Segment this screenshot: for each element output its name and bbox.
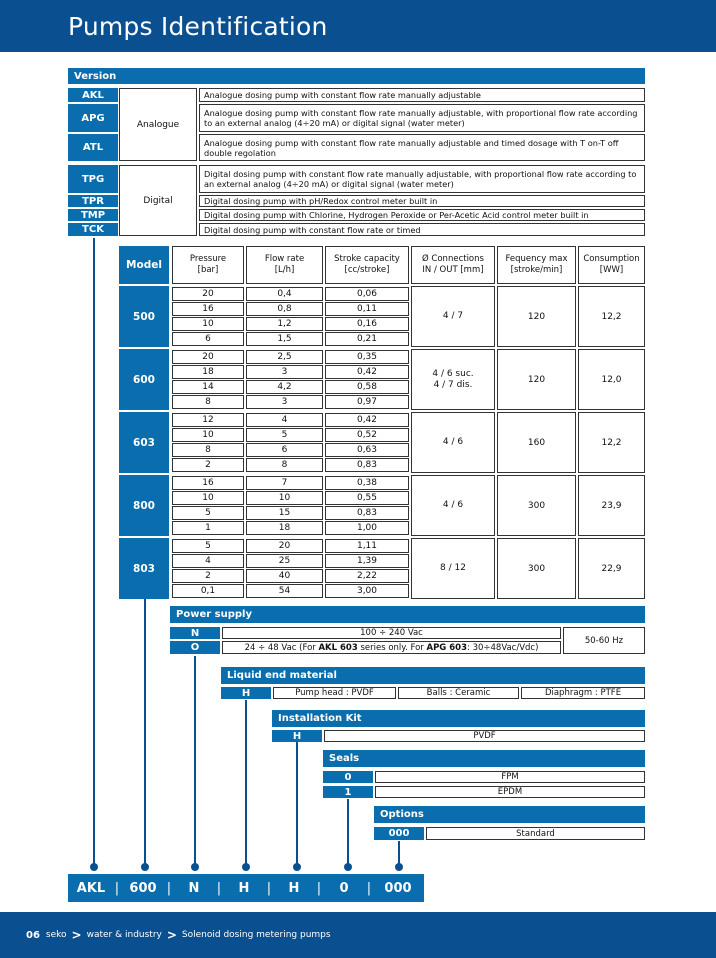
power-desc-o-text-3: series only. For: [357, 642, 427, 653]
version-desc-akl: Analogue dosing pump with constant flow rate manually adjustable: [199, 88, 645, 102]
code-bar-separator: |: [366, 880, 372, 896]
stroke-cell: 0,38: [325, 476, 409, 490]
flow-cell: 4: [246, 413, 323, 427]
flow-cell: 2,5: [246, 350, 323, 364]
flow-cell: 25: [246, 554, 323, 568]
connections-cell: 4 / 7: [411, 286, 495, 347]
pressure-cell: 4: [172, 554, 244, 568]
flow-cell: 40: [246, 569, 323, 583]
liquid-pump-head: Pump head : PVDF: [273, 687, 396, 699]
options-code-000: 000: [374, 827, 424, 840]
pump-code-bar: [68, 874, 424, 902]
connections-cell: 4 / 6 suc. 4 / 7 dis.: [411, 349, 495, 410]
pressure-cell: 8: [172, 443, 244, 457]
frequency-cell: 120: [497, 349, 576, 410]
flow-cell: 5: [246, 428, 323, 442]
pressure-cell: 12: [172, 413, 244, 427]
stroke-cell: 0,11: [325, 302, 409, 316]
power-desc-n: 100 ÷ 240 Vac: [222, 627, 561, 639]
pressure-cell: 5: [172, 506, 244, 520]
kit-desc: PVDF: [324, 730, 645, 742]
flow-cell: 3: [246, 365, 323, 379]
version-group-analogue: Analogue: [119, 88, 197, 161]
frequency-cell: 300: [497, 538, 576, 599]
footer-crumb-1: water & industry: [86, 930, 162, 940]
options-desc: Standard: [426, 827, 645, 840]
power-code-n: N: [170, 627, 220, 639]
flow-cell: 15: [246, 506, 323, 520]
version-desc-tmp: Digital dosing pump with Chlorine, Hydrogen Peroxide or Per-Acetic Acid control meter built in: [199, 209, 645, 221]
page-header: [0, 0, 716, 52]
frequency-header: Fequency max [stroke/min]: [497, 246, 576, 284]
connector-dot: [141, 863, 149, 871]
pressure-cell: 0,1: [172, 584, 244, 598]
frequency-cell: 300: [497, 475, 576, 536]
consumption-cell: 22,9: [578, 538, 645, 599]
consumption-cell: 12,2: [578, 286, 645, 347]
pressure-cell: 14: [172, 380, 244, 394]
connections-cell: 4 / 6: [411, 475, 495, 536]
stroke-cell: 0,58: [325, 380, 409, 394]
version-code-atl: ATL: [68, 134, 118, 161]
kit-code-h: H: [272, 730, 322, 742]
stroke-cell: 0,21: [325, 332, 409, 346]
pressure-cell: 1: [172, 521, 244, 535]
stroke-cell: 0,16: [325, 317, 409, 331]
version-desc-tpr: Digital dosing pump with pH/Redox control meter built in: [199, 195, 645, 207]
code-bar-separator: |: [166, 880, 172, 896]
stroke-cell: 3,00: [325, 584, 409, 598]
version-desc-atl: Analogue dosing pump with constant flow rate manually adjustable and timed dosage with T on-T off double regolation: [199, 134, 645, 161]
connections-cell: 8 / 12: [411, 538, 495, 599]
version-code-apg: APG: [68, 104, 118, 132]
code-bar-version: AKL: [76, 880, 106, 896]
code-bar-separator: |: [216, 880, 222, 896]
seals-desc-1: EPDM: [375, 786, 645, 798]
flow-cell: 0,4: [246, 287, 323, 301]
code-bar-separator: |: [114, 880, 120, 896]
stroke-cell: 0,06: [325, 287, 409, 301]
version-desc-tpg: Digital dosing pump with constant flow rate manually adjustable, with proportional flow rate according to an external analog (4÷20 mA) or digital signal (water meter): [199, 165, 645, 193]
code-bar-separator: |: [316, 880, 322, 896]
stroke-cell: 0,52: [325, 428, 409, 442]
stroke-cell: 1,11: [325, 539, 409, 553]
version-group-digital: Digital: [119, 165, 197, 236]
footer-brand: seko: [45, 930, 67, 940]
connector-line-model: [144, 596, 146, 866]
liquid-balls: Balls : Ceramic: [398, 687, 519, 699]
consumption-cell: 12,2: [578, 412, 645, 473]
flow-cell: 10: [246, 491, 323, 505]
code-bar-seals: 0: [339, 880, 349, 896]
version-code-akl: AKL: [68, 88, 118, 102]
page-title: Pumps Identification: [68, 12, 328, 41]
frequency-cell: 120: [497, 286, 576, 347]
code-bar-power: N: [188, 880, 200, 896]
chevron-right-icon: >: [71, 928, 82, 942]
stroke-cell: 0,63: [325, 443, 409, 457]
version-code-tpg: TPG: [68, 165, 118, 193]
model-code: 603: [119, 412, 169, 473]
pressure-cell: 20: [172, 350, 244, 364]
connector-dot: [395, 863, 403, 871]
power-code-o: O: [170, 641, 220, 654]
stroke-cell: 0,35: [325, 350, 409, 364]
flow-cell: 20: [246, 539, 323, 553]
connector-line-power: [194, 656, 196, 866]
code-bar-liquid: H: [238, 880, 250, 896]
model-code: 500: [119, 286, 169, 347]
version-code-tck: TCK: [68, 223, 118, 236]
pressure-cell: 16: [172, 302, 244, 316]
connector-dot: [293, 863, 301, 871]
stroke-cell: 2,22: [325, 569, 409, 583]
model-code: 600: [119, 349, 169, 410]
power-desc-o: [222, 641, 561, 654]
pressure-cell: 6: [172, 332, 244, 346]
power-frequency: 50-60 Hz: [563, 627, 645, 654]
version-section-title: Version: [68, 68, 645, 84]
connections-cell: 4 / 6: [411, 412, 495, 473]
connector-dot: [191, 863, 199, 871]
footer-crumb-2: Solenoid dosing metering pumps: [181, 930, 331, 940]
connections-header: Ø Connections IN / OUT [mm]: [411, 246, 495, 284]
pressure-cell: 10: [172, 491, 244, 505]
model-code: 803: [119, 538, 169, 599]
stroke-cell: 0,83: [325, 506, 409, 520]
power-desc-o-text-2: AKL 603: [318, 642, 358, 653]
connector-line-version: [93, 238, 95, 866]
connector-line-liquid: [245, 700, 247, 866]
flow-cell: 0,8: [246, 302, 323, 316]
frequency-cell: 160: [497, 412, 576, 473]
stroke-cell: 0,42: [325, 365, 409, 379]
seals-code-1: 1: [323, 786, 373, 798]
flow-cell: 3: [246, 395, 323, 409]
code-bar-options: 000: [384, 880, 412, 896]
pressure-cell: 16: [172, 476, 244, 490]
liquid-section-title: Liquid end material: [221, 667, 645, 684]
seals-desc-0: FPM: [375, 771, 645, 783]
model-code: 800: [119, 475, 169, 536]
liquid-diaphragm: Diaphragm : PTFE: [521, 687, 645, 699]
stroke-cell: 0,55: [325, 491, 409, 505]
version-desc-apg: Analogue dosing pump with constant flow rate manually adjustable, with proportional flow rate according to an external analog (4÷20 mA) or digital signal (water meter): [199, 104, 645, 132]
connector-line-seals: [347, 799, 349, 866]
consumption-cell: 12,0: [578, 349, 645, 410]
version-code-tpr: TPR: [68, 195, 118, 207]
flow-cell: 4,2: [246, 380, 323, 394]
pressure-cell: 8: [172, 395, 244, 409]
consumption-header: Consumption [WW]: [578, 246, 645, 284]
seals-code-0: 0: [323, 771, 373, 783]
chevron-right-icon: >: [166, 928, 177, 942]
pressure-cell: 20: [172, 287, 244, 301]
flow-cell: 7: [246, 476, 323, 490]
connector-dot: [90, 863, 98, 871]
pressure-cell: 10: [172, 428, 244, 442]
seals-section-title: Seals: [323, 750, 645, 767]
code-bar-separator: |: [266, 880, 272, 896]
pressure-cell: 18: [172, 365, 244, 379]
power-desc-o-text-1: 24 ÷ 48 Vac (For: [244, 642, 319, 653]
pressure-header: Pressure [bar]: [172, 246, 244, 284]
flow-cell: 54: [246, 584, 323, 598]
flow-cell: 18: [246, 521, 323, 535]
power-desc-o-text-4: APG 603: [426, 642, 467, 653]
stroke-cell: 0,97: [325, 395, 409, 409]
flow-header: Flow rate [L/h]: [246, 246, 323, 284]
consumption-cell: 23,9: [578, 475, 645, 536]
pressure-cell: 2: [172, 569, 244, 583]
pressure-cell: 10: [172, 317, 244, 331]
page-footer: [0, 912, 716, 958]
code-bar-kit: H: [288, 880, 300, 896]
version-desc-tck: Digital dosing pump with constant flow rate or timed: [199, 223, 645, 236]
power-desc-o-text-5: : 30÷48Vac/Vdc): [467, 642, 539, 653]
flow-cell: 1,5: [246, 332, 323, 346]
page-number: 06: [26, 929, 40, 941]
connector-dot: [344, 863, 352, 871]
stroke-header: Stroke capacity [cc/stroke]: [325, 246, 409, 284]
flow-cell: 1,2: [246, 317, 323, 331]
flow-cell: 6: [246, 443, 323, 457]
stroke-cell: 1,00: [325, 521, 409, 535]
power-section-title: Power supply: [170, 606, 645, 623]
model-header: Model: [119, 246, 169, 284]
options-section-title: Options: [374, 806, 645, 823]
connector-line-kit: [296, 742, 298, 866]
kit-section-title: Installation Kit: [272, 710, 645, 727]
version-code-tmp: TMP: [68, 209, 118, 221]
stroke-cell: 1,39: [325, 554, 409, 568]
pressure-cell: 2: [172, 458, 244, 472]
stroke-cell: 0,83: [325, 458, 409, 472]
flow-cell: 8: [246, 458, 323, 472]
stroke-cell: 0,42: [325, 413, 409, 427]
code-bar-model: 600: [129, 880, 157, 896]
liquid-code-h: H: [221, 687, 271, 699]
connector-dot: [242, 863, 250, 871]
pressure-cell: 5: [172, 539, 244, 553]
